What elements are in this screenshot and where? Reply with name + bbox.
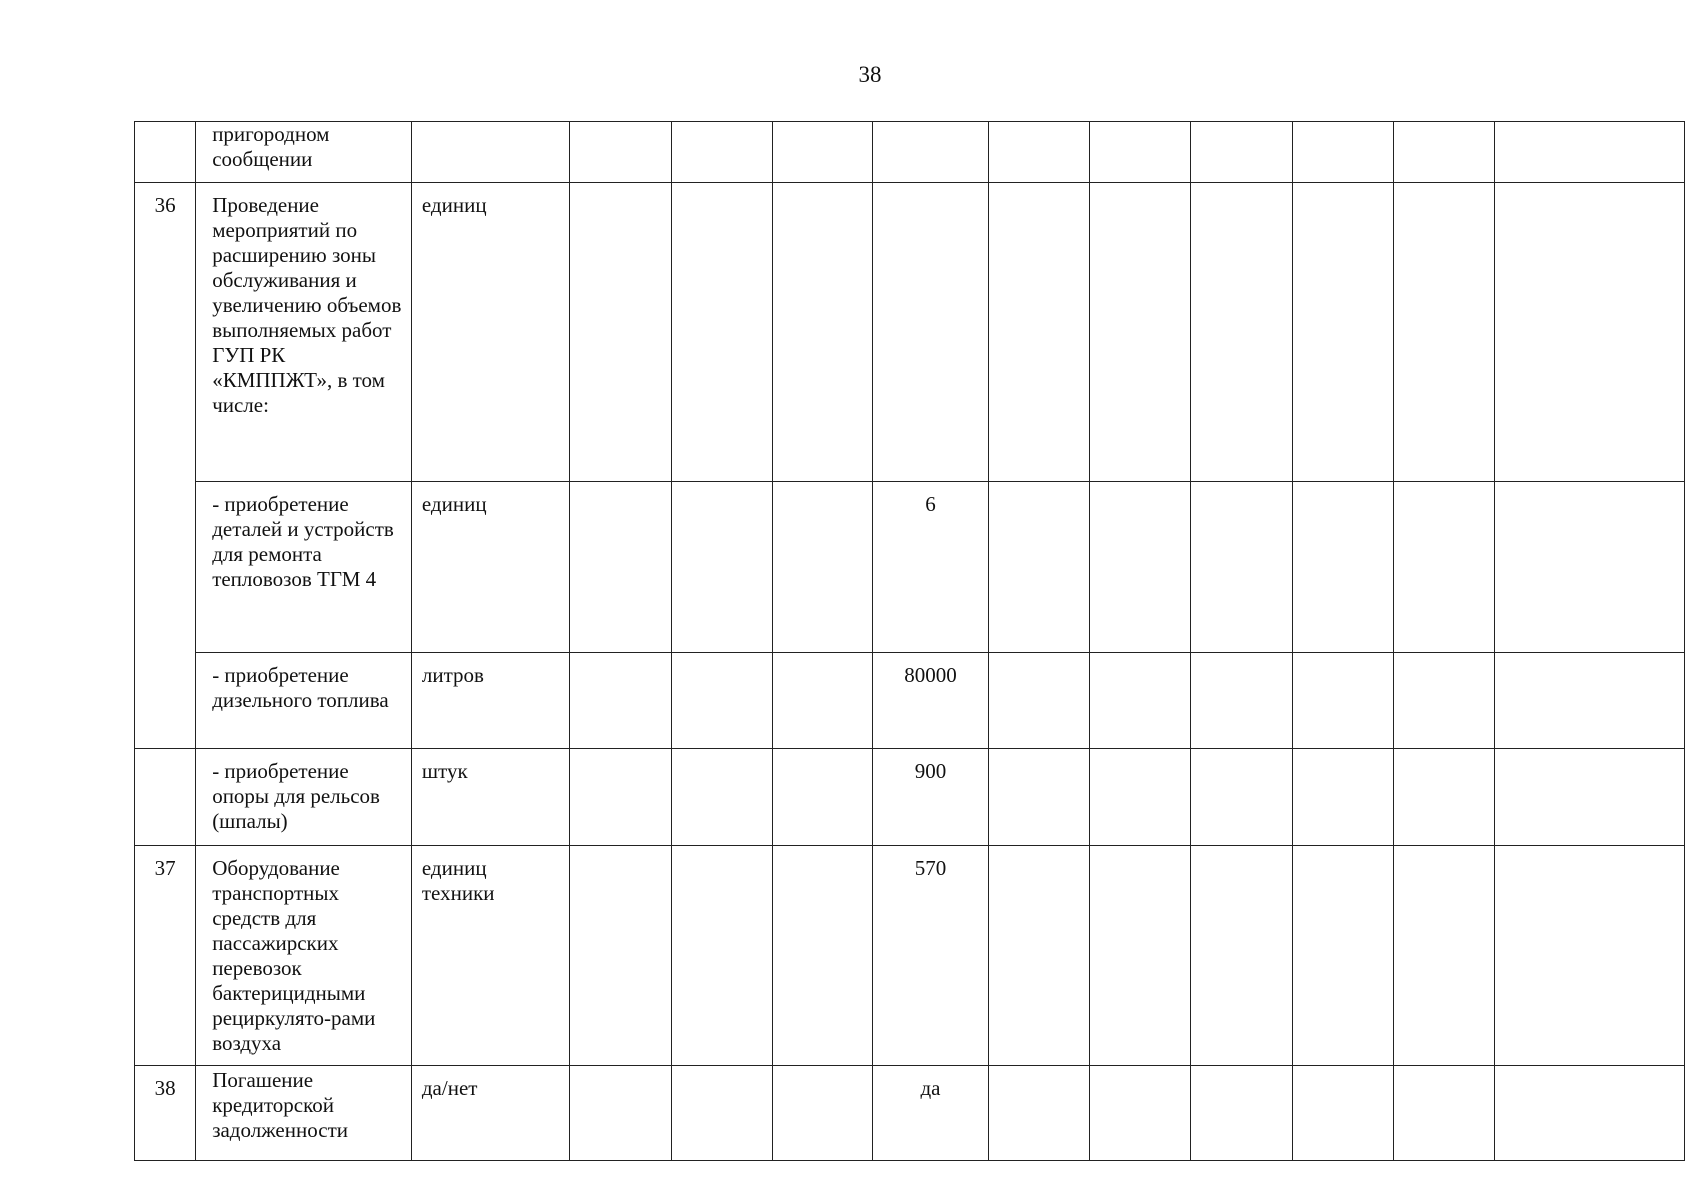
empty-cell [988, 122, 1089, 183]
empty-cell [1495, 846, 1685, 1066]
empty-cell [1292, 1066, 1393, 1161]
empty-cell [773, 653, 873, 749]
empty-cell [671, 122, 772, 183]
empty-cell [570, 846, 671, 1066]
empty-cell [1393, 482, 1494, 653]
table-row [135, 482, 1685, 653]
empty-cell [671, 1066, 772, 1161]
empty-cell [1495, 183, 1685, 482]
table-row [135, 749, 1685, 846]
empty-cell [570, 749, 671, 846]
row-name: Погашение кредиторской задолженности [196, 1066, 412, 1161]
table-row [135, 846, 1685, 1066]
empty-cell [1292, 749, 1393, 846]
page-number: 38 [858, 62, 882, 87]
empty-cell [671, 846, 772, 1066]
empty-cell [570, 122, 671, 183]
empty-cell [570, 653, 671, 749]
empty-cell [988, 183, 1089, 482]
empty-cell [988, 1066, 1089, 1161]
empty-cell [671, 183, 772, 482]
row-unit [411, 122, 570, 183]
empty-cell [1089, 653, 1190, 749]
empty-cell [1393, 122, 1494, 183]
row-name: пригородном сообщении [196, 122, 412, 183]
row-value [873, 183, 988, 482]
empty-cell [773, 749, 873, 846]
empty-cell [1393, 183, 1494, 482]
empty-cell [1191, 482, 1292, 653]
empty-cell [988, 846, 1089, 1066]
empty-cell [1292, 846, 1393, 1066]
empty-cell [1292, 653, 1393, 749]
row-unit: штук [411, 749, 570, 846]
empty-cell [773, 1066, 873, 1161]
row-name: Оборудование транспортных средств для пассажирских перевозок бактерицидными рециркулято-рами воздуха [196, 846, 412, 1066]
empty-cell [773, 482, 873, 653]
empty-cell [1191, 653, 1292, 749]
row-name: - приобретение опоры для рельсов (шпалы) [196, 749, 412, 846]
empty-cell [1191, 749, 1292, 846]
empty-cell [1393, 846, 1494, 1066]
row-value: 570 [873, 846, 988, 1066]
row-name: Проведение мероприятий по расширению зоны обслуживания и увеличению объемов выполняемых работ ГУП РК «КМППЖТ», в том числе: [196, 183, 412, 482]
empty-cell [570, 482, 671, 653]
row-number: 38 [135, 1066, 196, 1161]
row-unit: единиц [411, 183, 570, 482]
row-number: 36 [135, 183, 196, 749]
empty-cell [773, 183, 873, 482]
row-unit: единиц [411, 482, 570, 653]
empty-cell [1089, 846, 1190, 1066]
empty-cell [1495, 1066, 1685, 1161]
empty-cell [1089, 1066, 1190, 1161]
empty-cell [988, 653, 1089, 749]
empty-cell [1089, 749, 1190, 846]
empty-cell [1292, 122, 1393, 183]
empty-cell [1393, 1066, 1494, 1161]
indicators-table [134, 121, 1685, 1161]
empty-cell [1393, 653, 1494, 749]
row-name: - приобретение деталей и устройств для ремонта тепловозов ТГМ 4 [196, 482, 412, 653]
empty-cell [671, 482, 772, 653]
empty-cell [671, 749, 772, 846]
row-unit: да/нет [411, 1066, 570, 1161]
row-value: 80000 [873, 653, 988, 749]
row-number: 37 [135, 846, 196, 1066]
empty-cell [1292, 183, 1393, 482]
empty-cell [570, 183, 671, 482]
row-value: 900 [873, 749, 988, 846]
empty-cell [1191, 183, 1292, 482]
empty-cell [1089, 482, 1190, 653]
row-value [873, 122, 988, 183]
table-row [135, 183, 1685, 482]
empty-cell [1089, 183, 1190, 482]
row-number [135, 749, 196, 846]
row-name: - приобретение дизельного топлива [196, 653, 412, 749]
row-value: 6 [873, 482, 988, 653]
row-unit: литров [411, 653, 570, 749]
empty-cell [1495, 749, 1685, 846]
empty-cell [1191, 1066, 1292, 1161]
table-row [135, 1066, 1685, 1161]
empty-cell [988, 482, 1089, 653]
empty-cell [1191, 846, 1292, 1066]
empty-cell [773, 122, 873, 183]
table-row [135, 122, 1685, 183]
empty-cell [1191, 122, 1292, 183]
empty-cell [570, 1066, 671, 1161]
table-row [135, 653, 1685, 749]
empty-cell [988, 749, 1089, 846]
empty-cell [1089, 122, 1190, 183]
row-value: да [873, 1066, 988, 1161]
empty-cell [1292, 482, 1393, 653]
empty-cell [671, 653, 772, 749]
empty-cell [773, 846, 873, 1066]
row-unit: единиц техники [411, 846, 570, 1066]
empty-cell [1393, 749, 1494, 846]
row-number [135, 122, 196, 183]
empty-cell [1495, 122, 1685, 183]
empty-cell [1495, 482, 1685, 653]
empty-cell [1495, 653, 1685, 749]
